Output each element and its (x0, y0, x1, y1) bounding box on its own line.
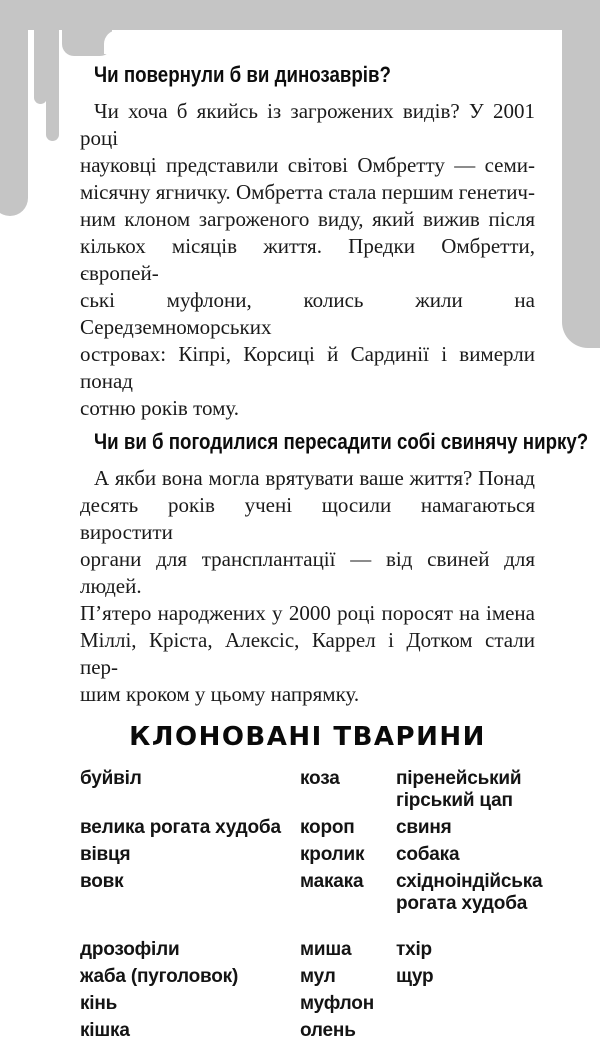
section-heading-text: Чи повернули б ви динозаврів? (94, 62, 391, 87)
animal-name-cell: олень (300, 1020, 356, 1041)
animal-name-cell: щур (396, 966, 434, 987)
paragraph-line: А якби вона могла врятувати ваше життя? Понад (94, 466, 535, 490)
animal-name-cell: піренейський гірський цап (396, 768, 522, 811)
animal-name-cell: собака (396, 844, 460, 865)
animal-name-cell: тхір (396, 939, 432, 960)
animals-list (80, 768, 543, 1042)
animal-name-cell: кролик (300, 844, 365, 865)
paragraph-line: кількох місяців життя. Предки Омбретти, європей- (80, 234, 535, 285)
animal-name-cell: велика рогата худоба (80, 817, 281, 838)
paragraph-line: Міллі, Кріста, Алексіс, Каррел і Дотком стали пер- (80, 628, 535, 679)
animal-name-cell: миша (300, 939, 352, 960)
paragraph-dinosaurs (80, 98, 535, 422)
animal-name-cell: муфлон (300, 993, 374, 1014)
cloned-animals-heading: КЛОНОВАНІ ТВАРИНИ (129, 722, 486, 752)
paragraph-line: науковці представили світові Омбретту — семи- (80, 153, 535, 177)
animal-name-cell: макака (300, 871, 364, 892)
animal-name-cell: вовк (80, 871, 124, 892)
list-group-spacer (80, 920, 535, 934)
page-corner-right (534, 30, 562, 54)
animal-name-cell: свиня (396, 817, 452, 838)
drip-shape-thin-long (46, 0, 59, 141)
paragraph-line: ські муфлони, колись жили на Середземноморських (80, 288, 535, 339)
animal-name-cell: дрозофіли (80, 939, 180, 960)
drip-shape-left-long (0, 0, 28, 216)
paragraph-line: островах: Кіпрі, Корсиці й Сардинії і вимерли понад (80, 342, 535, 393)
paragraph-line: сотню років тому. (80, 396, 240, 420)
animal-name-cell: вівця (80, 844, 131, 865)
paragraph-line: Чи хоча б якийсь із загрожених видів? У 2001 році (80, 99, 535, 150)
paragraph-line: місячну ягничку. Омбретта стала першим генетич- (80, 180, 535, 204)
animal-name-cell: мул (300, 966, 336, 987)
animal-name-cell: кінь (80, 993, 118, 1014)
animal-name-cell: східноіндійська рогата худоба (396, 871, 543, 914)
paragraph-pig-kidney (80, 465, 535, 708)
animal-name-cell (396, 1020, 535, 1042)
paragraph-line: ним клоном загроженого виду, який вижив після (80, 207, 535, 231)
section-heading-dinosaurs (80, 62, 535, 91)
animal-name-cell (396, 993, 535, 1015)
drip-shape-right-long (562, 0, 600, 348)
animal-name-cell: коза (300, 768, 340, 789)
page-content (80, 0, 589, 1042)
animal-name-cell: короп (300, 817, 355, 838)
animal-name-cell: кішка (80, 1020, 130, 1041)
animal-name-cell: буйвіл (80, 768, 142, 789)
section-heading-text: Чи ви б погодилися пересадити собі свинячу нирку? (94, 429, 589, 454)
paragraph-line: органи для трансплантації — від свиней для людей. (80, 547, 535, 598)
paragraph-line: П’ятеро народжених у 2000 році поросят на імена (80, 601, 535, 625)
section-heading-pig-kidney (80, 429, 589, 458)
paragraph-line: десять років учені щосили намагаються виростити (80, 493, 535, 544)
paragraph-line: шим кроком у цьому напрямку. (80, 682, 360, 706)
animal-name-cell: жаба (пуголовок) (80, 966, 239, 987)
